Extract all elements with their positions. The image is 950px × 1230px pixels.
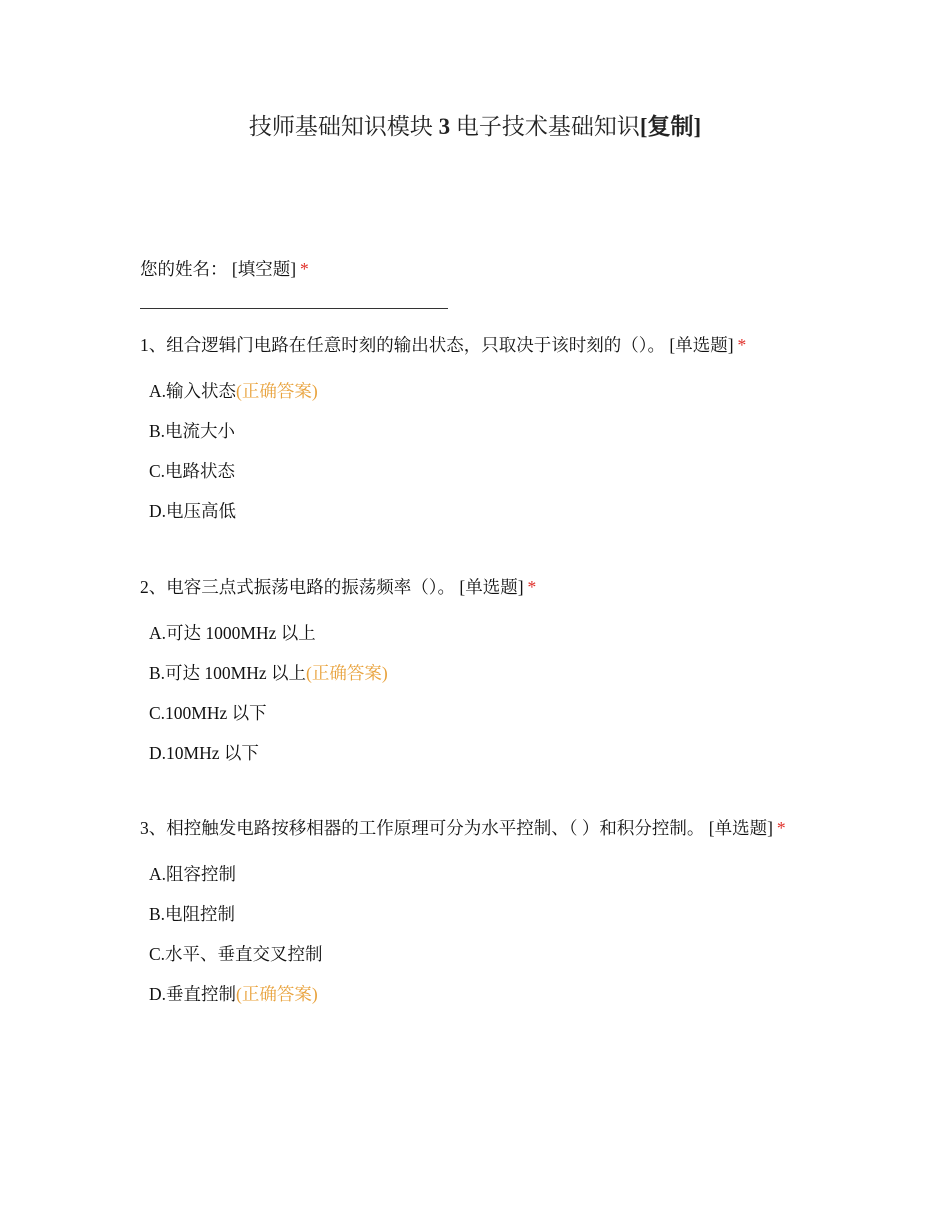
option-d-label: D.垂直控制 xyxy=(149,984,237,1004)
question-2 xyxy=(140,568,810,773)
option-c-label: C.电路状态 xyxy=(149,461,236,481)
option-a[interactable] xyxy=(149,371,810,411)
name-question xyxy=(140,250,820,309)
question-3 xyxy=(140,809,810,1014)
option-b[interactable] xyxy=(149,411,810,451)
option-a[interactable] xyxy=(149,854,810,894)
option-d[interactable] xyxy=(149,491,810,531)
question-1 xyxy=(140,326,810,531)
name-type: [填空题] xyxy=(231,259,297,279)
question-3-options xyxy=(140,854,810,1014)
option-b-label: B.可达 100MHz 以上 xyxy=(149,663,307,683)
name-question-label xyxy=(140,250,820,289)
option-a[interactable] xyxy=(149,613,810,653)
option-b-label: B.电阻控制 xyxy=(149,904,236,924)
required-mark: * xyxy=(737,335,747,355)
option-c[interactable] xyxy=(149,934,810,974)
question-2-stem: 2、电容三点式振荡电路的振荡频率（）。 xyxy=(140,577,455,597)
option-d-label: D.10MHz 以下 xyxy=(149,743,259,763)
correct-answer-marker: (正确答案) xyxy=(236,984,318,1004)
question-2-type: [单选题] xyxy=(459,577,524,597)
required-mark: * xyxy=(776,818,786,838)
title-text-1: 技师基础知识模块 xyxy=(248,114,433,139)
question-1-options xyxy=(140,371,810,531)
title-text-2: 电子技术基础知识 xyxy=(455,114,640,139)
option-a-label: A.阻容控制 xyxy=(149,864,237,884)
title-copy-tag: [复制] xyxy=(639,114,702,139)
question-3-text xyxy=(140,809,810,848)
option-d-label: D.电压高低 xyxy=(149,501,237,521)
option-c-label: C.100MHz 以下 xyxy=(149,703,267,723)
option-d[interactable] xyxy=(149,974,810,1014)
question-2-options xyxy=(140,613,810,773)
question-1-text xyxy=(140,326,810,365)
name-label: 您的姓名： xyxy=(140,259,228,279)
question-3-type: [单选题] xyxy=(708,818,773,838)
required-mark: * xyxy=(300,259,309,279)
option-b[interactable] xyxy=(149,653,810,693)
option-c[interactable] xyxy=(149,451,810,491)
option-b[interactable] xyxy=(149,894,810,934)
title-module-number: 3 xyxy=(438,114,451,139)
option-b-label: B.电流大小 xyxy=(149,421,236,441)
required-mark: * xyxy=(527,577,537,597)
question-1-type: [单选题] xyxy=(669,335,734,355)
survey-title xyxy=(0,112,950,142)
question-3-stem: 3、相控触发电路按移相器的工作原理可分为水平控制、（ ）和积分控制。 xyxy=(140,818,705,838)
name-input-line[interactable] xyxy=(140,308,448,309)
option-a-label: A.可达 1000MHz 以上 xyxy=(149,623,316,643)
option-c-label: C.水平、垂直交叉控制 xyxy=(149,944,323,964)
option-d[interactable] xyxy=(149,733,810,773)
correct-answer-marker: (正确答案) xyxy=(306,663,388,683)
option-c[interactable] xyxy=(149,693,810,733)
correct-answer-marker: (正确答案) xyxy=(236,381,318,401)
option-a-label: A.输入状态 xyxy=(149,381,237,401)
question-2-text xyxy=(140,568,810,607)
question-1-stem: 1、组合逻辑门电路在任意时刻的输出状态，只取决于该时刻的（）。 xyxy=(140,335,665,355)
